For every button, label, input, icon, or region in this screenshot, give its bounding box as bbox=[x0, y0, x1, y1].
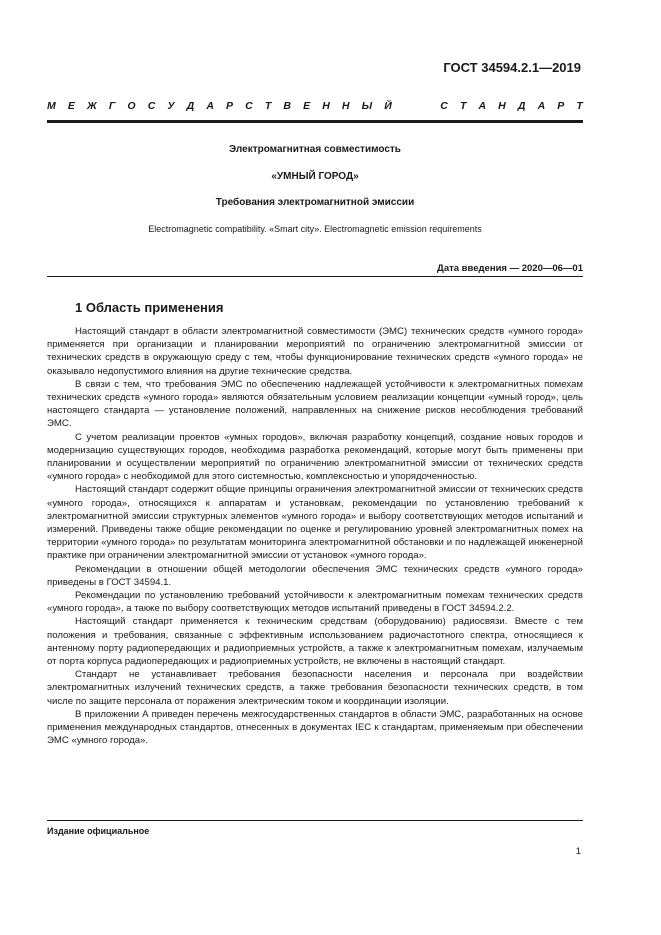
standard-type-letter: Н bbox=[322, 100, 330, 112]
standard-type-letter: Т bbox=[459, 100, 467, 112]
standard-type-letter: Ы bbox=[361, 100, 373, 112]
paragraph: В связи с тем, что требования ЭМС по обеспечению надлежащей устойчивости к электромагнитных помехам технических средств «умного города» являются обязательным условием реализации концепции «умный город», цель настоящего стандарта — установление положений, направленных на снижение рисков несоблюдения требований ЭМС. bbox=[47, 378, 583, 430]
standard-type-letter: Е bbox=[303, 100, 311, 112]
paragraph: Стандарт не устанавливает требования безопасности населения и персонала при воздействии электромагнитных излучений технических средств, а также требования безопасности технических средств, в том числе по защите персонала от поражения электрическим током и координации изоляции. bbox=[47, 669, 583, 707]
standard-type-letter: О bbox=[127, 100, 136, 112]
standard-type-letter: Н bbox=[341, 100, 350, 112]
standard-type-letter: А bbox=[537, 100, 546, 112]
title-line-2: «УМНЫЙ ГОРОД» bbox=[271, 171, 359, 182]
section-title: 1 Область применения bbox=[75, 300, 224, 315]
standard-type-letter: С bbox=[147, 100, 156, 112]
standard-type-letter: Й bbox=[384, 100, 392, 112]
paragraph: С учетом реализации проектов «умных городов», включая разработку концепций, создание новых городов и модернизацию существующих городов, необходима разработка рекомендаций, которые могут быть применены при планировании и осуществлении мероприятий по ограничению электромагнитной эмиссии от технических средств «умного города» с необходимой для этого системностью, комплексностью и упорядоченностью. bbox=[47, 431, 583, 483]
paragraph: Настоящий стандарт применяется к техническим средствам (оборудованию) радиосвязи. Вместе с тем положения и требования, связанные с эффективным использованием радиочастотного спектра, относящиеся к антенному порту радиопередающих и радиоприемных устройств, а также к электромагнитным помехам, излучаемым от порта корпуса радиопередающих и радиоприемных устройств, не включены в настоящий стандарт. bbox=[47, 616, 583, 668]
standard-type-letter: С bbox=[245, 100, 253, 112]
standard-type-letter: У bbox=[167, 100, 175, 112]
paragraph: Рекомендации по установлению требований устойчивости к электромагнитным помехам технических средств «умного города», а также по выбору соответствующих методов испытаний приведены в ГОСТ 34594.2.2. bbox=[47, 590, 583, 615]
header-rule bbox=[47, 120, 583, 123]
standard-type-letter: Е bbox=[67, 100, 75, 112]
standard-type-letter: Г bbox=[108, 100, 116, 112]
introduction-date: Дата введения — 2020—06—01 bbox=[437, 263, 583, 274]
standard-type-letter: Т bbox=[264, 100, 272, 112]
official-edition-label: Издание официальное bbox=[47, 826, 150, 836]
standard-type-letter: Д bbox=[517, 100, 526, 112]
footer-rule bbox=[47, 820, 583, 821]
document-number: ГОСТ 34594.2.1—2019 bbox=[443, 60, 581, 75]
standard-type-letter: А bbox=[478, 100, 487, 112]
standard-type-letter: Н bbox=[498, 100, 506, 112]
standard-type-heading bbox=[47, 100, 583, 112]
title-line-1: Электромагнитная совместимость bbox=[229, 144, 401, 155]
standard-type-letter: Д bbox=[186, 100, 195, 112]
standard-type-letter: А bbox=[206, 100, 214, 112]
standard-type-letter: В bbox=[283, 100, 291, 112]
standard-type-letter: С bbox=[440, 100, 448, 112]
paragraph: В приложении А приведен перечень межгосударственных стандартов в области ЭМС, разработанных на основе применения международных стандартов, отнесенных в документах IEC к стандартам, применяемым при обеспечении ЭМС «умного города». bbox=[47, 708, 583, 747]
standard-type-letter: Р bbox=[557, 100, 565, 112]
standard-type-letter: Т bbox=[576, 100, 583, 112]
paragraph: Рекомендации в отношении общей методологии обеспечения ЭМС технических средств «умного города» приведены в ГОСТ 34594.1. bbox=[47, 563, 583, 588]
standard-type-letter: Ж bbox=[86, 100, 97, 112]
page-number: 1 bbox=[575, 846, 581, 857]
standard-type-letter: Р bbox=[226, 100, 234, 112]
paragraph: Настоящий стандарт в области электромагнитной совместимости (ЭМС) технических средств «умного города» применяется при организации и планировании мероприятий по ограничению электромагнитной эмиссии от технических средств в окружающую среду с тем, чтобы функционирование технических средств «умного города» не оказывало недопустимого влияния на другие технические средства. bbox=[47, 326, 583, 377]
title-line-3: Требования электромагнитной эмиссии bbox=[215, 197, 415, 208]
intro-rule bbox=[47, 276, 583, 277]
section-body bbox=[47, 325, 583, 748]
paragraph: Настоящий стандарт содержит общие принципы ограничения электромагнитной эмиссии от технических средств «умного города», относящихся к аппаратам и установкам, рекомендации по установлению требований к электромагнитной эмиссии структурных элементов «умного города» и выбору соответствующих методов испытаний и измерений. Приведены также общие рекомендации по оценке и регулированию уровней электромагнитных помех на территории «умного города» по результатам мониторинга электромагнитной обстановки и по надлежащей инженерной практике при ограничении электромагнитной эмиссии от установок «умного города». bbox=[47, 484, 583, 562]
english-title: Electromagnetic compatibility. «Smart city». Electromagnetic emission requirements bbox=[148, 224, 482, 234]
standard-type-letter: М bbox=[47, 100, 56, 112]
